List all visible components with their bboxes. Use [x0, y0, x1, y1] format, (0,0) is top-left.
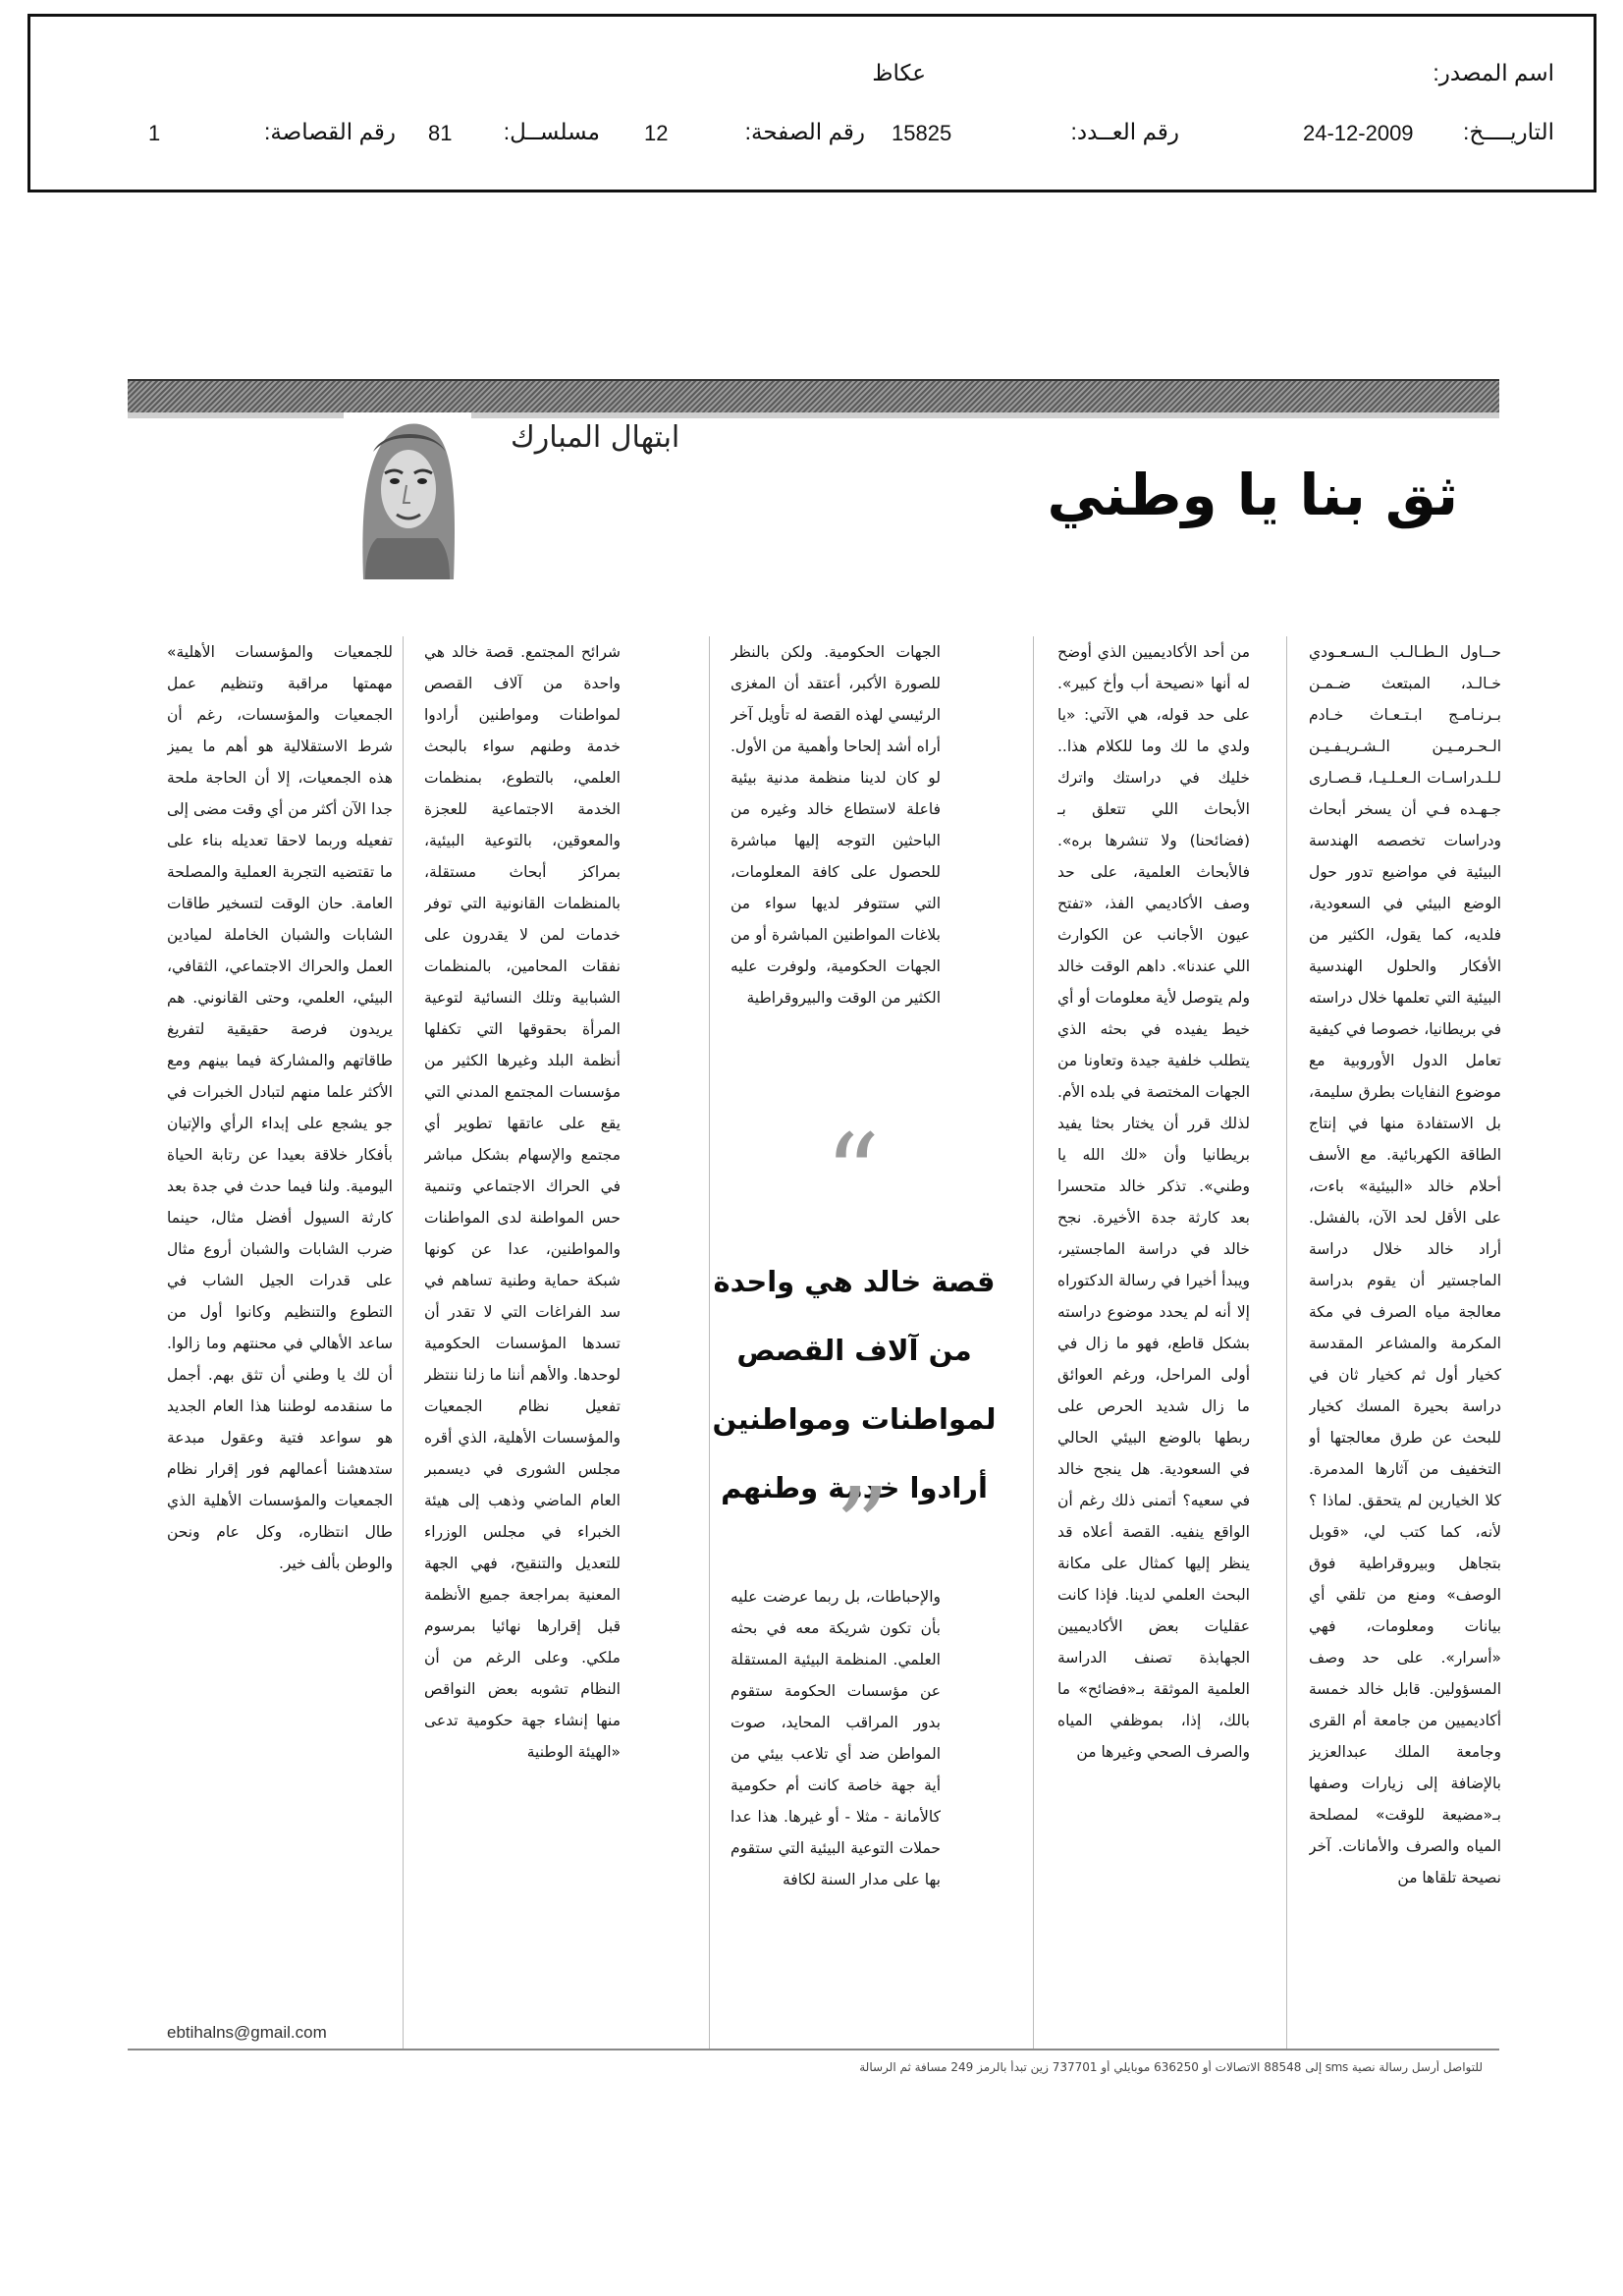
- issue-value: 15825: [892, 121, 952, 145]
- author-portrait-image: [344, 412, 471, 579]
- article-column-3-top: [730, 636, 941, 1108]
- footer-divider: [128, 2049, 1499, 2050]
- column-header-underline: [128, 412, 1499, 418]
- author-photo: [344, 412, 471, 579]
- page-label: رقم الصفحة:: [744, 119, 865, 144]
- article-paragraph: للجمعيات والمؤسسات الأهلية» مهمتها مراقبة وتنظيم عمل الجمعيات والمؤسسات، رغم أن شرط الاستقلالية هو أهم ما يميز هذه الجمعيات، إلا أن الحاجة ملحة جدا الآن أكثر من أي وقت مضى إلى تفعيله وربما لاحقا تعديله بناء على ما تقتضيه التجربة العملية والمصلحة العامة. حان الوقت لتسخير طاقات الشابات والشبان الخاملة لميادين العمل والحراك الاجتماعي، الثقافي، البيئي، العلمي، وحتى القانوني. هم يريدون فرصة حقيقية لتفريغ طاقاتهم والمشاركة فيما بينهم ومع الأكثر علما منهم لتبادل الخبرات في جو يشجع على إبداء الرأي والإتيان بأفكار خلاقة بعيدا عن رتابة الحياة اليومية. ولنا فيما حدث في جدة بعد كارثة السيول أفضل مثال، حينما ضرب الشابات والشبان أروع مثال على قدرات الجيل الشاب في التطوع والتنظيم وكانوا أول من ساعد الأهالي في محنتهم وما زالوا. أن لك يا وطني أن تثق بهم. أجمل ما سنقدمه لوطننا هذا العام الجديد هو سواعد فتية وعقول مبدعة ستدهشنا أعمالهم فور إقرار نظام الجمعيات والمؤسسات الأهلية الذي طال انتظاره، وكل عام ونحن والوطن بألف خير.: [167, 643, 393, 1572]
- serial-label: مسلســل:: [503, 119, 600, 144]
- article-paragraph: حــاول الـطـالـب الـسـعـودي خـالـد، المبتعث ضـمـن بـرنـامـج ابـتـعـاث خـادم الـحـرمـيـن الـشـريـفـيـن لـلـدراسـات الـعـلـيـا، قـصـارى جـهـده فـي أن يسخر أبحاث ودراسات تخصصه الهندسة البيئية في مواضيع تدور حول الوضع البيئي في السعودية، فلديه، كما يقول، الكثير من الأفكار والحلول الهندسية البيئية التي تعلمها خلال دراسته في بريطانيا، خصوصا في كيفية تعامل الدول الأوروبية مع موضوع النفايات بطرق سليمة، بل الاستفادة منها في إنتاج الطاقة الكهربائية. مع الأسف أحلام خالد «البيئية» باءت، على الأقل لحد الآن، بالفشل. أراد خالد خلال دراسة الماجستير أن يقوم بدراسة معالجة مياه الصرف في مكة المكرمة والمشاعر المقدسة كخيار أول ثم كخيار ثان في دراسة بحيرة المسك كخيار للبحث عن طرق معالجتها أو التخفيف من آثارها المدمرة. كلا الخيارين لم يتحقق. لماذا ؟ لأنه، كما كتب لي، «قوبل بتجاهل وبيروقراطية فوق الوصف» ومنع من تلقي أي بيانات ومعلومات، فهي «أسرار». على حد وصف المسؤولين. قابل خالد خمسة أكاديميين من جامعة أم القرى وجامعة الملك عبدالعزيز بالإضافة إلى زيارات وصفها بـ«مضيعة للوقت» لمصلحة المياه والصرف والأمانات. آخر نصيحة تلقاها من: [1309, 643, 1501, 1886]
- sms-footer-note: للتواصل أرسل رسالة نصية sms إلى 88548 الاتصالات أو 636250 موبايلي أو 737701 زين تبدأ بالرمز 249 مسافة ثم الرسالة: [859, 2060, 1483, 2074]
- article-column-3-bottom: [730, 1581, 941, 2023]
- quote-open-mark-icon: “: [825, 1111, 881, 1236]
- author-name: ابتهال المبارك: [511, 420, 680, 455]
- pull-quote-text: قصة خالد هي واحدة من آلاف القصص لمواطنات ومواطنين أرادوا خدمة وطنهم: [712, 1265, 997, 1504]
- page-value: 12: [644, 121, 669, 145]
- author-email: ebtihalns@gmail.com: [167, 2023, 327, 2042]
- source-info-box: [27, 14, 1596, 192]
- article-paragraph: شرائح المجتمع. قصة خالد هي واحدة من آلاف القصص لمواطنات ومواطنين أرادوا خدمة وطنهم سواء بالبحث العلمي، بالتطوع، بمنظمات الخدمة الاجتماعية للعجزة والمعوقين، بالتوعية البيئية، بمراكز أبحاث مستقلة، بالمنظمات القانونية التي توفر خدمات لمن لا يقدرون على نفقات المحامين، بالمنظمات الشبابية وتلك النسائية لتوعية المرأة بحقوقها التي تكفلها أنظمة البلد وغيرها الكثير من مؤسسات المجتمع المدني التي يقع على عاتقها تطوير أي مجتمع والإسهام بشكل مباشر في الحراك الاجتماعي وتنمية حس المواطنة لدى المواطنات والمواطنين، عدا عن كونها شبكة حماية وطنية تساهم في سد الفراغات التي لا تقدر أن تسدها المؤسسات الحكومية لوحدها. والأهم أننا ما زلنا ننتظر تفعيل نظام الجمعيات والمؤسسات الأهلية، الذي أقره مجلس الشورى في ديسمبر العام الماضي وذهب إلى هيئة الخبراء في مجلس الوزراء للتعديل والتنقيح، فهي الجهة المعنية بمراجعة جميع الأنظمة قبل إقرارها نهائيا بمرسوم ملكي. وعلى الرغم من أن النظام تشوبه بعض النواقص منها إنشاء جهة حكومية تدعى «الهيئة الوطنية: [424, 643, 621, 1761]
- article-paragraph: والإحباطات، بل ربما عرضت عليه بأن تكون شريكة معه في بحثه العلمي. المنظمة البيئية المستقلة عن مؤسسات الحكومة ستقوم بدور المراقب المحايد، صوت المواطن ضد أي تلاعب بيئي من أية جهة خاصة كانت أم حكومية كالأمانة - مثلا - أو غيرها. هذا عدا حملات التوعية البيئية التي ستقوم بها على مدار السنة لكافة: [730, 1588, 941, 1888]
- source-value: عكاظ: [872, 60, 926, 85]
- column-divider: [403, 636, 404, 2050]
- column-divider: [1033, 636, 1034, 2050]
- pull-quote: [707, 1111, 1001, 1590]
- article-column-2: [1057, 636, 1250, 2023]
- column-header-band: [128, 379, 1499, 414]
- article-column-5: [167, 636, 393, 2023]
- column-divider: [1286, 636, 1287, 2050]
- clipping-value: 1: [148, 121, 161, 145]
- quote-close-mark-icon: ”: [835, 1464, 891, 1590]
- source-label: اسم المصدر:: [1433, 60, 1554, 85]
- date-value: 24-12-2009: [1303, 121, 1414, 145]
- issue-label: رقم العــدد:: [1070, 119, 1179, 144]
- clipping-label: رقم القصاصة:: [263, 119, 396, 144]
- article-headline: ثق بنا يا وطني: [1047, 462, 1458, 528]
- date-label: التاريــــخ:: [1462, 119, 1554, 144]
- article-column-4: [424, 636, 621, 2023]
- article-paragraph: الجهات الحكومية. ولكن بالنظر للصورة الأكبر، أعتقد أن المغزى الرئيسي لهذه القصة له تأويل آخر أراه أشد إلحاحا وأهمية من الأول. لو كان لدينا منظمة مدنية بيئية فاعلة لاستطاع خالد وغيره من الباحثين التوجه إليها مباشرة للحصول على كافة المعلومات، التي ستتوفر لديها سواء من بلاغات المواطنين المباشرة أو من الجهات الحكومية، ولوفرت عليه الكثير من الوقت والبيروقراطية: [730, 643, 941, 1007]
- article-paragraph: من أحد الأكاديميين الذي أوضح له أنها «نصيحة أب وأخ كبير». على حد قوله، هي الآتي: «يا ولدي ما لك وما للكلام هذا.. خليك في دراستك واترك الأبحاث اللي تتعلق بـ (فضائحنا) ولا تنشرها بره». فالأبحاث العلمية، على حد وصف الأكاديمي الفذ، «تفتح عيون الأجانب عن الكوارث اللي عندنا». داهم الوقت خالد ولم يتوصل لأية معلومات أو أي خيط يفيده في بحثه الذي يتطلب خلفية جيدة وتعاونا من الجهات المختصة في بلده الأم. لذلك قرر أن يختار بحثا يفيد بريطانيا وأن «لك الله يا وطني». تذكر خالد متحسرا بعد كارثة جدة الأخيرة. نجح خالد في دراسة الماجستير، ويبدأ أخيرا في رسالة الدكتوراه إلا أنه لم يحدد موضوع دراسته بشكل قاطع، فهو ما زال في أولى المراحل، ورغم العوائق ما زال شديد الحرص على ربطها بالوضع البيئي الحالي في السعودية. هل ينجح خالد في سعيه؟ أتمنى ذلك رغم أن الواقع ينفيه. القصة أعلاه قد ينظر إليها كمثال على مكانة البحث العلمي لدينا. فإذا كانت عقليات بعض الأكاديميين الجهابذة تصنف الدراسة العلمية الموثقة بـ«فضائح» ما بالك، إذا، بموظفي المياه والصرف الصحي وغيرها من: [1057, 643, 1250, 1761]
- article-column-1: [1309, 636, 1501, 2023]
- serial-value: 81: [428, 121, 453, 145]
